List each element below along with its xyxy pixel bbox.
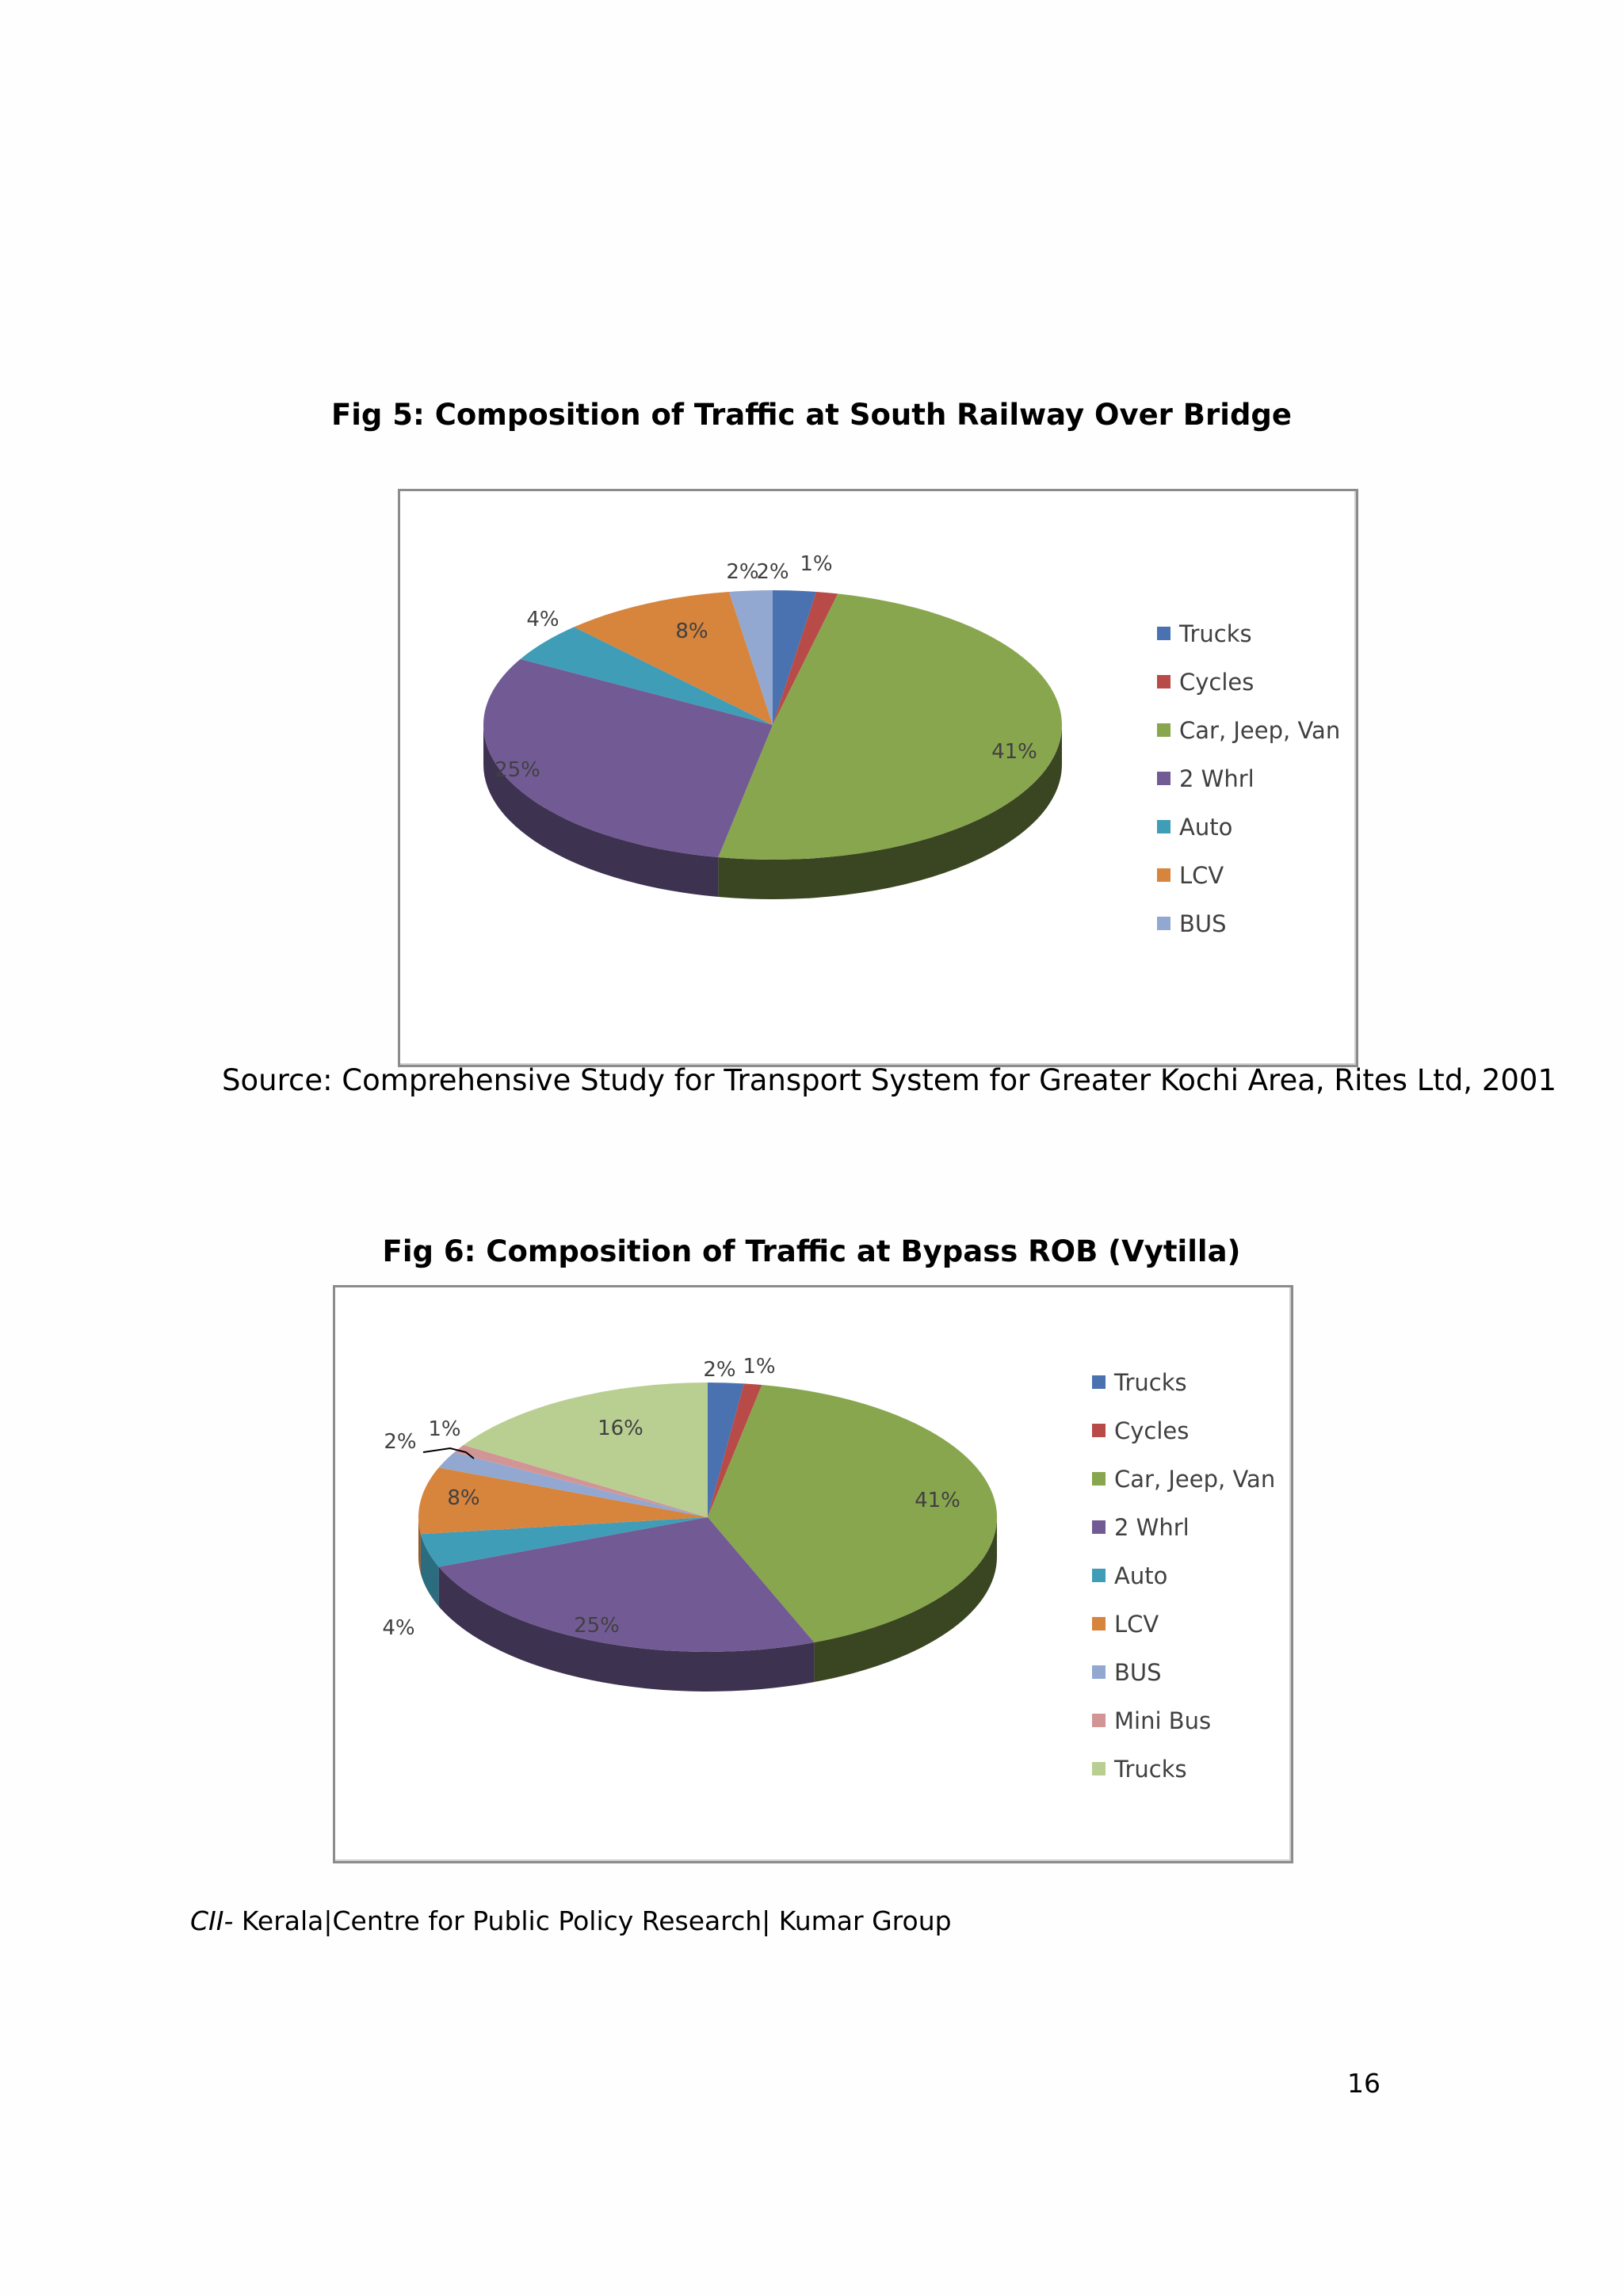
page-number: 16 [1347, 2068, 1381, 2099]
legend-label-2-whrl-3: 2 Whrl [1179, 765, 1254, 792]
fig6-chart [333, 1285, 1293, 1863]
legend-swatch-cycles-1 [1157, 675, 1170, 688]
footer [190, 1905, 952, 1936]
legend-swatch-2-whrl-3 [1092, 1520, 1106, 1534]
data-label-lcv-5: 8% [675, 620, 708, 643]
data-label-lcv-5: 8% [447, 1486, 480, 1510]
legend-label-lcv-5: LCV [1114, 1611, 1159, 1638]
data-label-2-whrl-3: 25% [574, 1614, 620, 1638]
data-label-trucks-0: 2% [756, 560, 789, 584]
data-label-cycles-1: 1% [800, 552, 833, 576]
data-label-car-jeep-van-2: 41% [915, 1489, 960, 1512]
data-label-trucks-0: 2% [703, 1358, 736, 1382]
legend-swatch-bus-6 [1092, 1665, 1106, 1679]
legend-swatch-auto-4 [1157, 820, 1170, 833]
source-note: Source: Comprehensive Study for Transport System for Greater Kochi Area, Rites Ltd, 2001 [222, 1063, 1556, 1097]
legend-swatch-trucks-0 [1157, 627, 1170, 640]
legend-swatch-car-jeep-van-2 [1157, 723, 1170, 737]
legend-swatch-2-whrl-3 [1157, 772, 1170, 785]
legend-label-cycles-1: Cycles [1179, 669, 1254, 696]
legend-label-car-jeep-van-2: Car, Jeep, Van [1114, 1466, 1276, 1493]
legend-label-mini-bus-7: Mini Bus [1114, 1707, 1212, 1734]
fig6-pie-svg [335, 1287, 1291, 1861]
legend-label-car-jeep-van-2: Car, Jeep, Van [1179, 717, 1341, 744]
fig6-title: Fig 6: Composition of Traffic at Bypass ROB (Vytilla) [382, 1234, 1241, 1268]
legend-label-trucks-8: Trucks [1114, 1756, 1187, 1783]
legend-label-trucks-0: Trucks [1114, 1369, 1187, 1396]
footer-org-rest: Kerala|Centre for Public Policy Research| Kumar Group [233, 1905, 952, 1936]
pie-top [483, 590, 1062, 860]
legend-label-auto-4: Auto [1114, 1562, 1168, 1589]
fig5-title: Fig 5: Composition of Traffic at South Railway Over Bridge [330, 398, 1293, 432]
fig5-pie-svg [400, 491, 1356, 1065]
legend-label-bus-6: BUS [1114, 1659, 1162, 1686]
legend-label-lcv-5: LCV [1179, 862, 1224, 889]
data-label-cycles-1: 1% [743, 1355, 776, 1379]
legend-swatch-bus-6 [1157, 917, 1170, 930]
data-label-trucks-8: 16% [598, 1417, 643, 1440]
legend-swatch-trucks-8 [1092, 1762, 1106, 1775]
data-label-2-whrl-3: 25% [495, 758, 540, 782]
legend-swatch-car-jeep-van-2 [1092, 1472, 1106, 1486]
legend-swatch-trucks-0 [1092, 1375, 1106, 1389]
fig5-chart [398, 489, 1358, 1067]
data-label-bus-6: 2% [726, 560, 759, 584]
pie-top [418, 1383, 997, 1652]
legend-label-bus-6: BUS [1179, 910, 1227, 937]
data-label-bus-6: 2% [384, 1430, 417, 1454]
data-label-auto-4: 4% [382, 1616, 415, 1640]
legend-label-cycles-1: Cycles [1114, 1417, 1190, 1444]
legend-label-auto-4: Auto [1179, 814, 1233, 841]
legend-swatch-auto-4 [1092, 1569, 1106, 1582]
legend-label-2-whrl-3: 2 Whrl [1114, 1514, 1190, 1541]
legend-swatch-mini-bus-7 [1092, 1714, 1106, 1727]
legend [1092, 1369, 1275, 1783]
legend-swatch-lcv-5 [1157, 868, 1170, 882]
footer-org-italic: CII- [190, 1905, 234, 1936]
data-label-car-jeep-van-2: 41% [991, 740, 1037, 764]
data-label-mini-bus-7: 1% [428, 1417, 461, 1441]
legend-swatch-lcv-5 [1092, 1617, 1106, 1630]
legend [1157, 620, 1340, 937]
legend-label-trucks-0: Trucks [1179, 620, 1252, 647]
legend-swatch-cycles-1 [1092, 1424, 1106, 1437]
data-label-auto-4: 4% [526, 608, 559, 631]
